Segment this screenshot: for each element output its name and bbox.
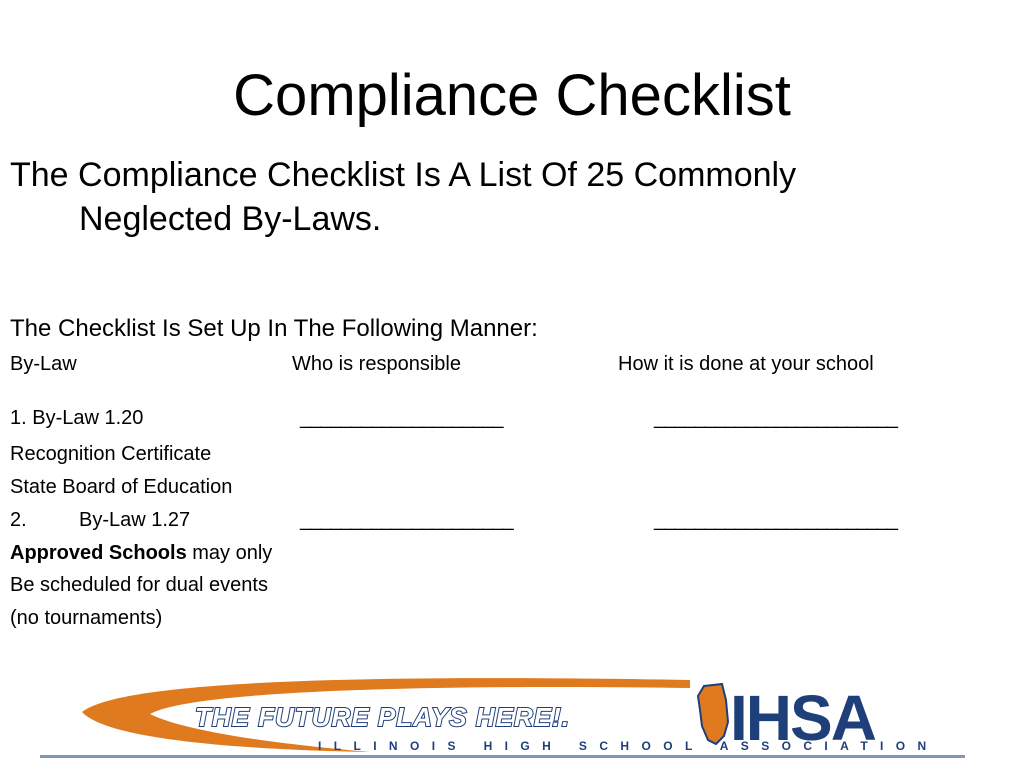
item-2-how-blank: ________________________ bbox=[654, 509, 897, 531]
intro-line-1: The Compliance Checklist Is A List Of 25 Commonly bbox=[10, 156, 797, 194]
item-2-responsible-blank: _____________________ bbox=[300, 509, 513, 531]
item-1-line-2: State Board of Education bbox=[10, 476, 233, 498]
item-1-bylaw: 1. By-Law 1.20 bbox=[10, 407, 144, 429]
footer-slogan: THE FUTURE PLAYS HERE!. bbox=[195, 702, 570, 732]
item-1-line-1: Recognition Certificate bbox=[10, 443, 212, 465]
item-1-responsible-blank: ____________________ bbox=[300, 407, 503, 429]
illinois-state-icon bbox=[698, 684, 728, 744]
ihsa-footer-banner bbox=[40, 670, 970, 762]
item-1-how-blank: ________________________ bbox=[654, 407, 897, 429]
column-header-responsible: Who is responsible bbox=[292, 353, 461, 375]
ihsa-logo: IHSA bbox=[730, 682, 875, 754]
item-2-line-2: (no tournaments) bbox=[10, 607, 163, 629]
column-header-bylaw: By-Law bbox=[10, 353, 77, 375]
intro-line-2: Neglected By-Laws. bbox=[79, 200, 382, 238]
item-2-bold-lead: Approved Schools bbox=[10, 542, 187, 564]
slide-title: Compliance Checklist bbox=[233, 63, 791, 128]
item-2-line-1: Be scheduled for dual events bbox=[10, 574, 268, 596]
item-2-number: 2. bbox=[10, 509, 27, 531]
column-header-how: How it is done at your school bbox=[618, 353, 874, 375]
footer-divider-line bbox=[40, 755, 965, 758]
item-2-bylaw: By-Law 1.27 bbox=[79, 509, 191, 531]
association-name: ILLINOIS HIGH SCHOOL ASSOCIATION bbox=[318, 739, 939, 753]
item-2-lead bbox=[10, 540, 272, 566]
setup-heading: The Checklist Is Set Up In The Following Manner: bbox=[10, 315, 538, 342]
item-2-lead-rest: may only bbox=[186, 542, 273, 564]
